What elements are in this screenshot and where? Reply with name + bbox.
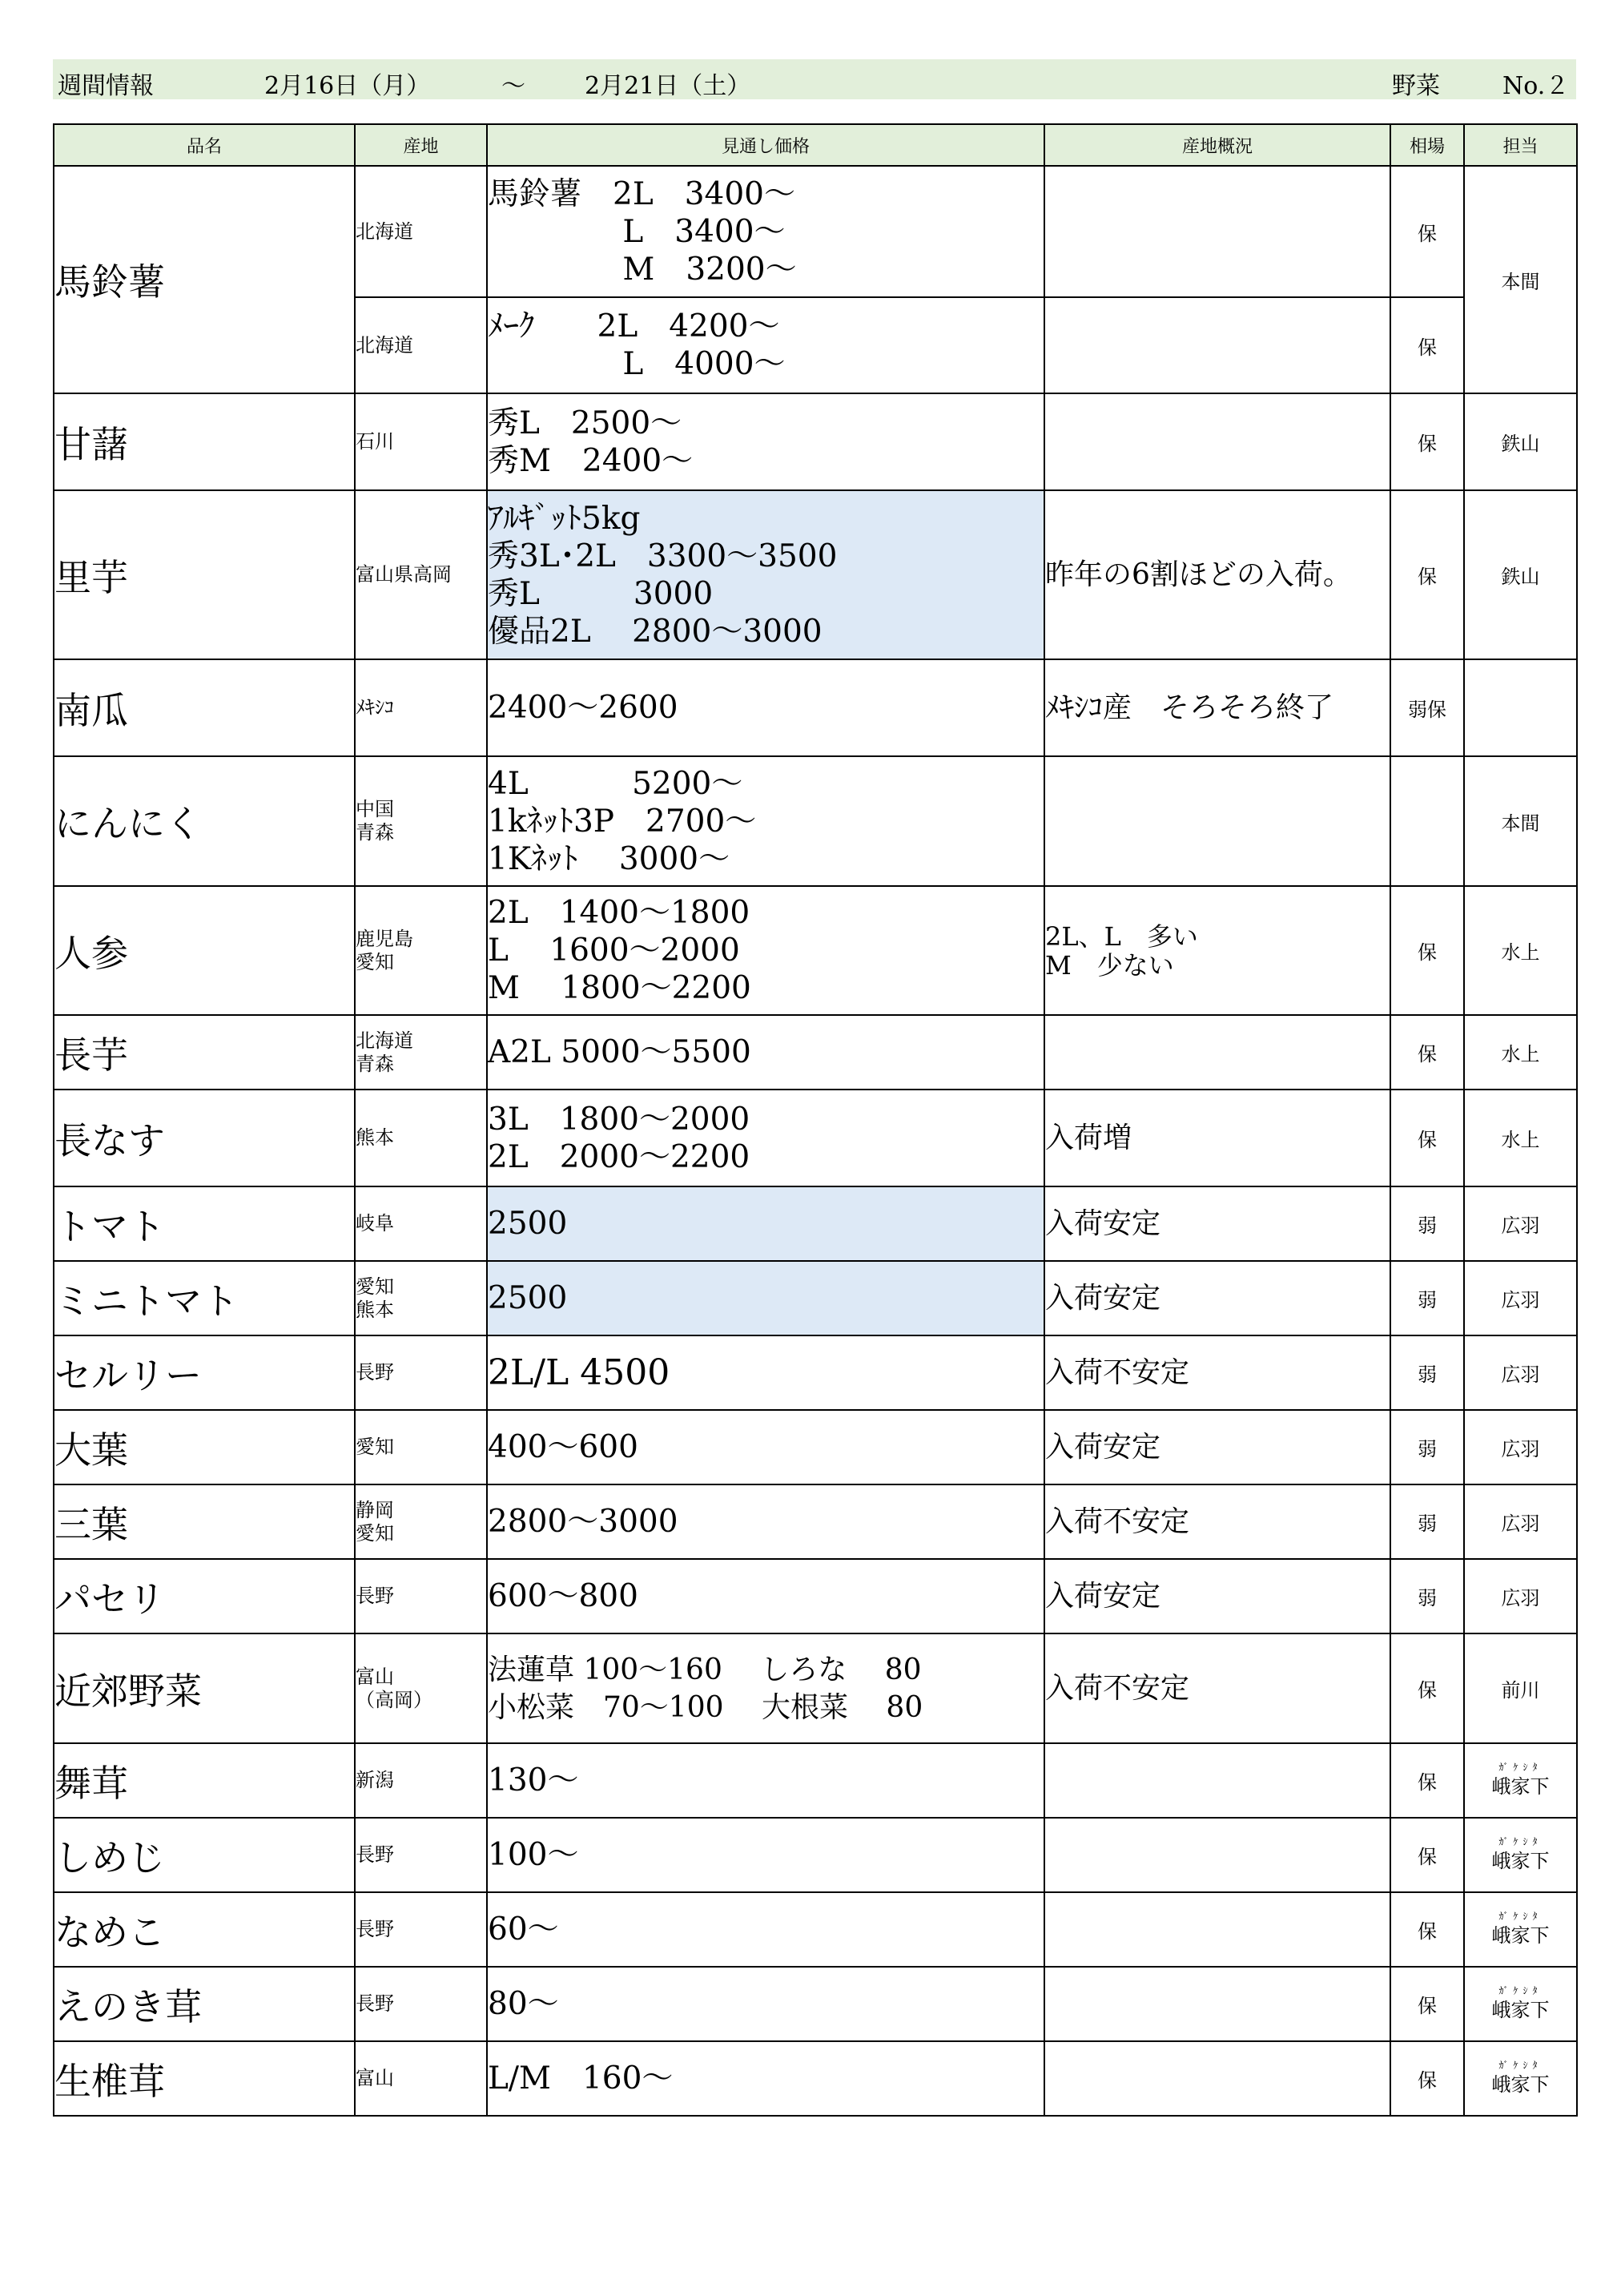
item-condition <box>1044 756 1390 886</box>
item-origin: 長野 <box>355 1892 487 1967</box>
table-row <box>54 1261 1577 1335</box>
item-condition <box>1044 1892 1390 1967</box>
item-origin: 石川 <box>355 393 487 490</box>
item-market: 保 <box>1390 297 1464 393</box>
item-condition: 昨年の6割ほどの入荷。 <box>1044 490 1390 659</box>
table-row <box>54 1410 1577 1484</box>
item-market: 弱 <box>1390 1484 1464 1559</box>
item-name: ミニトマト <box>54 1261 355 1335</box>
table-row <box>54 490 1577 659</box>
item-condition: 入荷安定 <box>1044 1261 1390 1335</box>
item-origin: 北海道 <box>355 166 487 297</box>
item-price: 2400～2600 <box>487 659 1044 756</box>
item-condition <box>1044 1967 1390 2041</box>
item-origin: 新潟 <box>355 1743 487 1818</box>
item-price: 馬鈴薯 2L 3400～ L 3400～ M 3200～ <box>487 166 1044 297</box>
item-name: 舞茸 <box>54 1743 355 1818</box>
item-condition: 入荷安定 <box>1044 1186 1390 1261</box>
item-condition: 2L、L 多い M 少ない <box>1044 886 1390 1015</box>
header-date-to: 2月21日（土） <box>585 72 751 100</box>
table-row <box>54 756 1577 886</box>
item-staff: 本間 <box>1464 756 1577 886</box>
weekly-price-table <box>53 123 1578 2117</box>
item-origin: 北海道 <box>355 297 487 393</box>
item-name: 三葉 <box>54 1484 355 1559</box>
item-origin: 長野 <box>355 1559 487 1633</box>
item-market: 弱 <box>1390 1559 1464 1633</box>
table-row <box>54 2041 1577 2116</box>
item-origin: 富山県高岡 <box>355 490 487 659</box>
item-market: 保 <box>1390 1633 1464 1743</box>
header-date-from: 2月16日（月） <box>264 72 431 100</box>
item-origin: 富山 <box>355 2041 487 2116</box>
item-name: 大葉 <box>54 1410 355 1484</box>
col-header-origin: 産地 <box>355 124 487 166</box>
col-header-name: 品名 <box>54 124 355 166</box>
item-staff: 広羽 <box>1464 1559 1577 1633</box>
staff-ruby: ｶﾞｹｼﾀ <box>1498 1836 1543 1847</box>
item-origin: 北海道 青森 <box>355 1015 487 1090</box>
item-condition: 入荷不安定 <box>1044 1335 1390 1410</box>
item-condition <box>1044 297 1390 393</box>
item-origin: 愛知 熊本 <box>355 1261 487 1335</box>
header-tilde: ～ <box>501 72 525 100</box>
item-origin: 静岡 愛知 <box>355 1484 487 1559</box>
item-price: 2L/L 4500 <box>487 1335 1044 1410</box>
item-staff: 広羽 <box>1464 1186 1577 1261</box>
item-condition: ﾒｷｼｺ産 そろそろ終了 <box>1044 659 1390 756</box>
item-staff: 本間 <box>1464 166 1577 393</box>
item-origin: 中国 青森 <box>355 756 487 886</box>
item-name: 近郊野菜 <box>54 1633 355 1743</box>
item-staff <box>1464 1892 1577 1967</box>
table-row <box>54 1818 1577 1892</box>
table-row <box>54 1090 1577 1186</box>
item-market: 保 <box>1390 886 1464 1015</box>
item-name: 甘藷 <box>54 393 355 490</box>
table-row <box>54 1484 1577 1559</box>
col-header-condition: 産地概況 <box>1044 124 1390 166</box>
item-condition <box>1044 1015 1390 1090</box>
item-name: 人参 <box>54 886 355 1015</box>
item-market: 保 <box>1390 490 1464 659</box>
item-condition: 入荷不安定 <box>1044 1633 1390 1743</box>
item-name: 生椎茸 <box>54 2041 355 2116</box>
item-market: 保 <box>1390 2041 1464 2116</box>
item-market: 保 <box>1390 1818 1464 1892</box>
col-header-market: 相場 <box>1390 124 1464 166</box>
staff-name: 峨家下 <box>1491 1999 1550 2021</box>
item-origin: 岐阜 <box>355 1186 487 1261</box>
item-staff: 広羽 <box>1464 1261 1577 1335</box>
item-origin: 愛知 <box>355 1410 487 1484</box>
item-market: 保 <box>1390 1967 1464 2041</box>
item-market: 弱 <box>1390 1186 1464 1261</box>
item-name: 長なす <box>54 1090 355 1186</box>
item-origin: 長野 <box>355 1335 487 1410</box>
staff-name: 峨家下 <box>1491 1775 1550 1798</box>
header-bar <box>53 59 1576 99</box>
item-staff: 水上 <box>1464 1090 1577 1186</box>
staff-ruby: ｶﾞｹｼﾀ <box>1498 1985 1543 1996</box>
item-price: 2500 <box>487 1186 1044 1261</box>
item-price: 400～600 <box>487 1410 1044 1484</box>
item-price: 100～ <box>487 1818 1044 1892</box>
item-staff: 水上 <box>1464 886 1577 1015</box>
staff-name: 峨家下 <box>1491 2073 1550 2096</box>
item-name: トマト <box>54 1186 355 1261</box>
item-staff <box>1464 1818 1577 1892</box>
table-row <box>54 1015 1577 1090</box>
item-market: 保 <box>1390 1743 1464 1818</box>
item-condition: 入荷安定 <box>1044 1559 1390 1633</box>
table-row <box>54 1967 1577 2041</box>
item-name: パセリ <box>54 1559 355 1633</box>
item-origin: 富山 （高岡） <box>355 1633 487 1743</box>
item-price: 4L 5200～ 1kﾈｯﾄ3P 2700～ 1Kﾈｯﾄ 3000～ <box>487 756 1044 886</box>
item-condition <box>1044 393 1390 490</box>
staff-name: 峨家下 <box>1491 1850 1550 1872</box>
header-title: 週間情報 <box>58 72 154 100</box>
item-market: 保 <box>1390 166 1464 297</box>
table-row <box>54 1186 1577 1261</box>
item-price: 2800～3000 <box>487 1484 1044 1559</box>
staff-ruby: ｶﾞｹｼﾀ <box>1498 1911 1543 1922</box>
item-origin: 長野 <box>355 1818 487 1892</box>
item-name: 里芋 <box>54 490 355 659</box>
item-price: 600～800 <box>487 1559 1044 1633</box>
table-row <box>54 1633 1577 1743</box>
item-origin: 長野 <box>355 1967 487 2041</box>
item-name: セルリー <box>54 1335 355 1410</box>
item-staff <box>1464 1967 1577 2041</box>
item-market: 弱 <box>1390 1410 1464 1484</box>
item-staff: 鉄山 <box>1464 490 1577 659</box>
item-market: 保 <box>1390 1090 1464 1186</box>
table-row <box>54 659 1577 756</box>
item-staff: 前川 <box>1464 1633 1577 1743</box>
table-row <box>54 1335 1577 1410</box>
item-condition: 入荷不安定 <box>1044 1484 1390 1559</box>
item-origin: ﾒｷｼｺ <box>355 659 487 756</box>
item-staff <box>1464 1743 1577 1818</box>
item-price: ﾒｰｸ 2L 4200～ L 4000～ <box>487 297 1044 393</box>
item-price: 3L 1800～2000 2L 2000～2200 <box>487 1090 1044 1186</box>
item-name: 長芋 <box>54 1015 355 1090</box>
table-row <box>54 1892 1577 1967</box>
item-staff <box>1464 2041 1577 2116</box>
item-name: にんにく <box>54 756 355 886</box>
header-category: 野菜 <box>1392 72 1440 100</box>
item-staff: 鉄山 <box>1464 393 1577 490</box>
item-name: 南瓜 <box>54 659 355 756</box>
table-row <box>54 393 1577 490</box>
item-price: 秀L 2500～ 秀M 2400～ <box>487 393 1044 490</box>
item-price: 130～ <box>487 1743 1044 1818</box>
item-origin: 鹿児島 愛知 <box>355 886 487 1015</box>
table-row <box>54 1559 1577 1633</box>
item-price: ｱﾙｷﾞｯﾄ5kg 秀3L･2L 3300～3500 秀L 3000 優品2L 2800～3000 <box>487 490 1044 659</box>
item-condition <box>1044 1743 1390 1818</box>
table-row <box>54 166 1577 297</box>
table-header-row <box>54 124 1577 166</box>
item-staff: 水上 <box>1464 1015 1577 1090</box>
item-staff: 広羽 <box>1464 1410 1577 1484</box>
staff-name: 峨家下 <box>1491 1924 1550 1947</box>
item-market: 弱 <box>1390 1261 1464 1335</box>
item-price: 2500 <box>487 1261 1044 1335</box>
item-price: L/M 160～ <box>487 2041 1044 2116</box>
item-name: しめじ <box>54 1818 355 1892</box>
table-row <box>54 1743 1577 1818</box>
item-staff: 広羽 <box>1464 1335 1577 1410</box>
item-name: えのき茸 <box>54 1967 355 2041</box>
table-row <box>54 886 1577 1015</box>
item-price: 80～ <box>487 1967 1044 2041</box>
item-price: A2L 5000～5500 <box>487 1015 1044 1090</box>
item-condition <box>1044 1818 1390 1892</box>
col-header-staff: 担当 <box>1464 124 1577 166</box>
item-price: 60～ <box>487 1892 1044 1967</box>
item-market: 保 <box>1390 393 1464 490</box>
header-number: No.２ <box>1502 72 1570 100</box>
staff-ruby: ｶﾞｹｼﾀ <box>1498 1762 1543 1773</box>
item-price: 2L 1400～1800 L 1600～2000 M 1800～2200 <box>487 886 1044 1015</box>
item-origin: 熊本 <box>355 1090 487 1186</box>
item-market: 保 <box>1390 1015 1464 1090</box>
staff-ruby: ｶﾞｹｼﾀ <box>1498 2060 1543 2071</box>
item-market: 弱保 <box>1390 659 1464 756</box>
item-market <box>1390 756 1464 886</box>
item-staff <box>1464 659 1577 756</box>
item-price: 法蓮草 100～160 しろな 80 小松菜 70～100 大根菜 80 <box>487 1633 1044 1743</box>
item-market: 弱 <box>1390 1335 1464 1410</box>
item-market: 保 <box>1390 1892 1464 1967</box>
item-name: なめこ <box>54 1892 355 1967</box>
col-header-price: 見通し価格 <box>487 124 1044 166</box>
item-name: 馬鈴薯 <box>54 166 355 393</box>
item-condition <box>1044 166 1390 297</box>
item-condition: 入荷安定 <box>1044 1410 1390 1484</box>
item-condition <box>1044 2041 1390 2116</box>
item-condition: 入荷増 <box>1044 1090 1390 1186</box>
item-staff: 広羽 <box>1464 1484 1577 1559</box>
